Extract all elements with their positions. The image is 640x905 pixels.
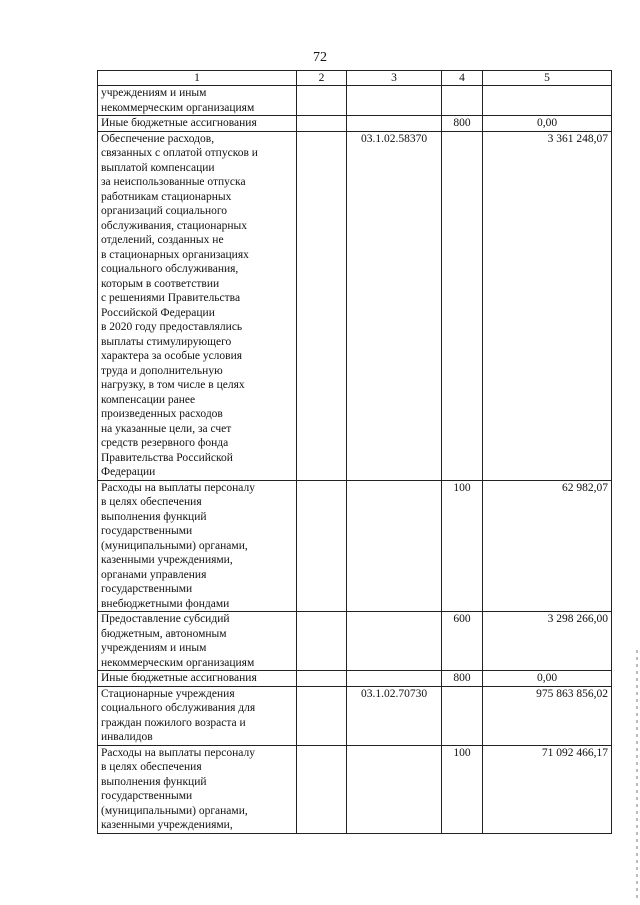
row-code	[347, 671, 442, 687]
row-type	[442, 86, 483, 116]
table-row	[98, 745, 612, 833]
table-row	[98, 671, 612, 687]
row-col2	[297, 131, 347, 480]
row-name: Расходы на выплаты персоналу в целях обеспечения выполнения функций государственными (муниципальными) органами, казенными учреждениями, органами управления государственными внебюджетными фондами	[98, 480, 297, 612]
table-row	[98, 86, 612, 116]
row-name: Стационарные учреждения социального обслуживания для граждан пожилого возраста и инвалидов	[98, 686, 297, 745]
row-type: 100	[442, 745, 483, 833]
row-name: Предоставление субсидий бюджетным, автономным учреждениям и иным некоммерческим организациям	[98, 612, 297, 671]
row-col2	[297, 612, 347, 671]
row-amount: 3 298 266,00	[483, 612, 612, 671]
table-row	[98, 686, 612, 745]
page-number: 72	[313, 50, 327, 65]
table-row	[98, 116, 612, 132]
row-amount: 0,00	[483, 671, 612, 687]
row-col2	[297, 116, 347, 132]
header-col-1: 1	[98, 71, 297, 86]
row-code: 03.1.02.58370	[347, 131, 442, 480]
budget-table	[97, 70, 612, 834]
row-code	[347, 86, 442, 116]
row-name: Расходы на выплаты персоналу в целях обеспечения выполнения функций государственными (муниципальными) органами, казенными учреждениями,	[98, 745, 297, 833]
table-row	[98, 131, 612, 480]
row-col2	[297, 686, 347, 745]
row-code: 03.1.02.70730	[347, 686, 442, 745]
row-col2	[297, 671, 347, 687]
row-code	[347, 612, 442, 671]
row-name: Иные бюджетные ассигнования	[98, 116, 297, 132]
row-code	[347, 745, 442, 833]
row-col2	[297, 480, 347, 612]
row-code	[347, 480, 442, 612]
row-type: 800	[442, 671, 483, 687]
row-type	[442, 131, 483, 480]
row-amount: 0,00	[483, 116, 612, 132]
row-amount: 62 982,07	[483, 480, 612, 612]
row-type: 600	[442, 612, 483, 671]
row-amount: 71 092 466,17	[483, 745, 612, 833]
row-name: Обеспечение расходов, связанных с оплатой отпусков и выплатой компенсации за неиспользованные отпуска работникам стационарных организаций социального обслуживания, стационарных отделений, созданных не в стационарных организациях социального обслуживания, которым в соответствии с решениями Правительства Российской Федерации в 2020 году предоставлялись выплаты стимулирующего характера за особые условия труда и дополнительную нагрузку, в том числе в целях компенсации ранее произведенных расходов на указанные цели, за счет средств резервного фонда Правительства Российской Федерации	[98, 131, 297, 480]
row-name: Иные бюджетные ассигнования	[98, 671, 297, 687]
table-header-row	[98, 71, 612, 86]
row-amount	[483, 86, 612, 116]
table-row	[98, 612, 612, 671]
row-col2	[297, 745, 347, 833]
row-amount: 975 863 856,02	[483, 686, 612, 745]
row-type	[442, 686, 483, 745]
row-amount: 3 361 248,07	[483, 131, 612, 480]
row-col2	[297, 86, 347, 116]
header-col-4: 4	[442, 71, 483, 86]
row-type: 100	[442, 480, 483, 612]
table-row	[98, 480, 612, 612]
scan-edge-mark	[636, 650, 638, 900]
row-name: учреждениям и иным некоммерческим организациям	[98, 86, 297, 116]
row-code	[347, 116, 442, 132]
row-type: 800	[442, 116, 483, 132]
header-col-2: 2	[297, 71, 347, 86]
header-col-5: 5	[483, 71, 612, 86]
header-col-3: 3	[347, 71, 442, 86]
